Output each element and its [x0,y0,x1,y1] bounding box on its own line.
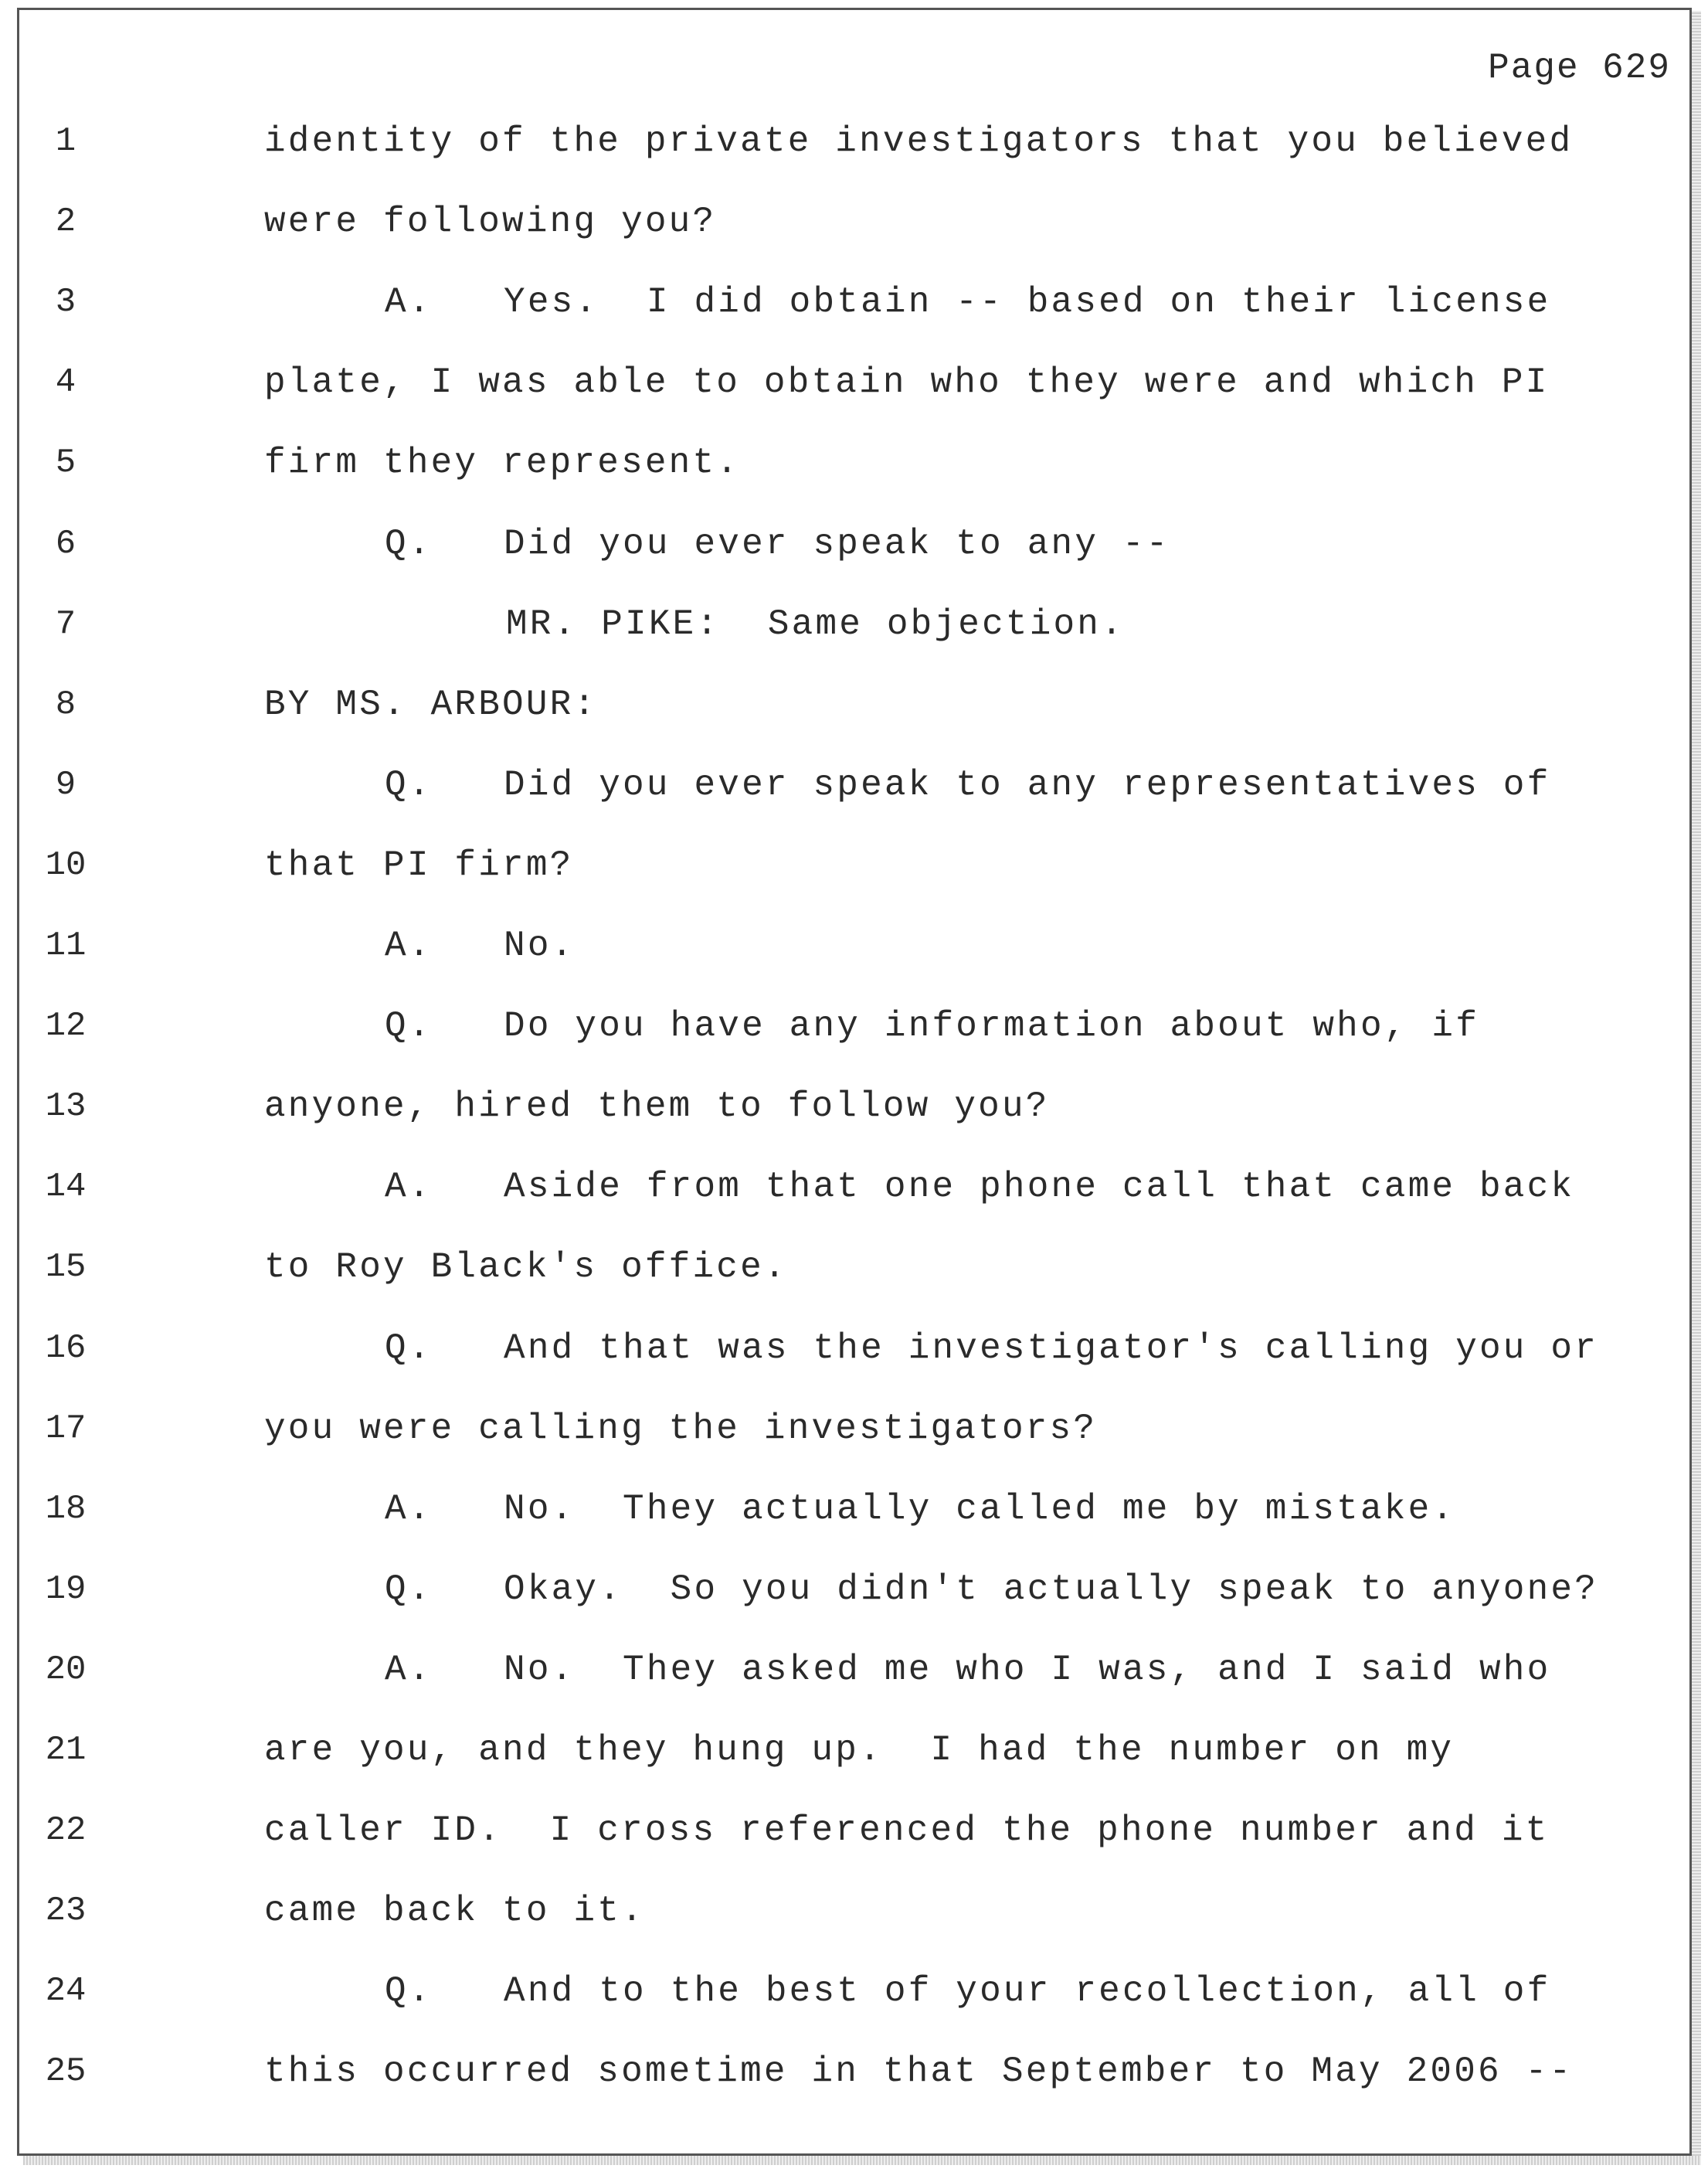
transcript-line [0,919,1669,973]
line-text: came back to it. [264,1891,645,1932]
line-text: Q. Did you ever speak to any representatives of [385,764,1551,805]
transcript-line [0,1643,1669,1697]
transcript-line [0,1803,1669,1858]
line-text: A. Aside from that one phone call that came back [385,1167,1575,1208]
transcript-line [0,2045,1669,2099]
line-number: 17 [45,1409,87,1448]
line-text: firm they represent. [264,443,741,484]
page-shadow-right [1692,11,1701,2162]
line-number: 14 [45,1168,87,1207]
line-text: A. No. They actually called me by mistake. [385,1488,1456,1529]
line-text: caller ID. I cross referenced the phone number and it [264,1810,1550,1851]
line-number: 2 [55,202,76,242]
transcript-line [0,1402,1669,1456]
line-number: 24 [45,1972,87,2011]
line-text: BY MS. ARBOUR: [264,684,598,725]
line-text: to Roy Black's office. [264,1247,788,1288]
line-text: Q. And that was the investigator's calling you or [385,1327,1599,1368]
page-shadow-bottom [23,2156,1701,2165]
transcript-line [0,1079,1669,1134]
line-number: 4 [55,363,76,403]
line-number: 11 [45,926,87,965]
transcript-line [0,1723,1669,1777]
transcript-line [0,758,1669,812]
line-number: 16 [45,1328,87,1368]
line-text: that PI firm? [264,845,574,885]
transcript-line [0,114,1669,168]
line-number: 25 [45,2052,87,2092]
line-text: MR. PIKE: Same objection. [506,603,1125,644]
line-text: Q. And to the best of your recollection, all of [385,1971,1551,2012]
line-text: are you, and they hung up. I had the number on my [264,1730,1455,1770]
line-number: 1 [55,122,76,161]
line-number: 5 [55,444,76,483]
line-number: 12 [45,1007,87,1046]
transcript-line [0,678,1669,732]
transcript-line [0,275,1669,329]
transcript-line [0,355,1669,410]
line-number: 10 [45,845,87,885]
transcript-line [0,517,1669,571]
transcript-line [0,1160,1669,1214]
line-text: A. No. They asked me who I was, and I said who [385,1649,1551,1690]
line-number: 3 [55,283,76,322]
line-text: A. No. [385,926,576,966]
line-number: 8 [55,685,76,724]
transcript-line [0,1240,1669,1294]
transcript-line [0,838,1669,892]
line-number: 21 [45,1731,87,1769]
line-text: you were calling the investigators? [264,1408,1098,1449]
transcript-line [0,1884,1669,1938]
line-number: 7 [55,604,76,644]
transcript-line [0,195,1669,249]
line-number: 9 [55,765,76,804]
line-text: Q. Do you have any information about who, if [385,1006,1480,1047]
transcript-line [0,1482,1669,1536]
line-text: anyone, hired them to follow you? [264,1086,1050,1127]
transcript-line [0,436,1669,490]
line-number: 23 [45,1892,87,1931]
transcript-line [0,1562,1669,1616]
line-number: 20 [45,1650,87,1689]
line-number: 19 [45,1569,87,1609]
line-number: 18 [45,1489,87,1528]
page-number: Page 629 [1488,48,1671,88]
line-text: identity of the private investigators that you believed [264,121,1574,161]
line-text: Q. Okay. So you didn't actually speak to anyone? [385,1569,1599,1609]
line-text: A. Yes. I did obtain -- based on their license [385,282,1551,323]
line-number: 13 [45,1087,87,1127]
transcript-line [0,1964,1669,2018]
line-number: 15 [45,1248,87,1287]
line-text: Q. Did you ever speak to any -- [385,523,1170,564]
line-number: 6 [55,524,76,563]
line-text: plate, I was able to obtain who they were and which PI [264,362,1550,403]
transcript-line [0,999,1669,1053]
transcript-line [0,597,1669,651]
line-number: 22 [45,1811,87,1851]
line-text: this occurred sometime in that September to May 2006 -- [264,2051,1574,2092]
transcript-line [0,1321,1669,1375]
line-text: were following you? [264,202,717,243]
